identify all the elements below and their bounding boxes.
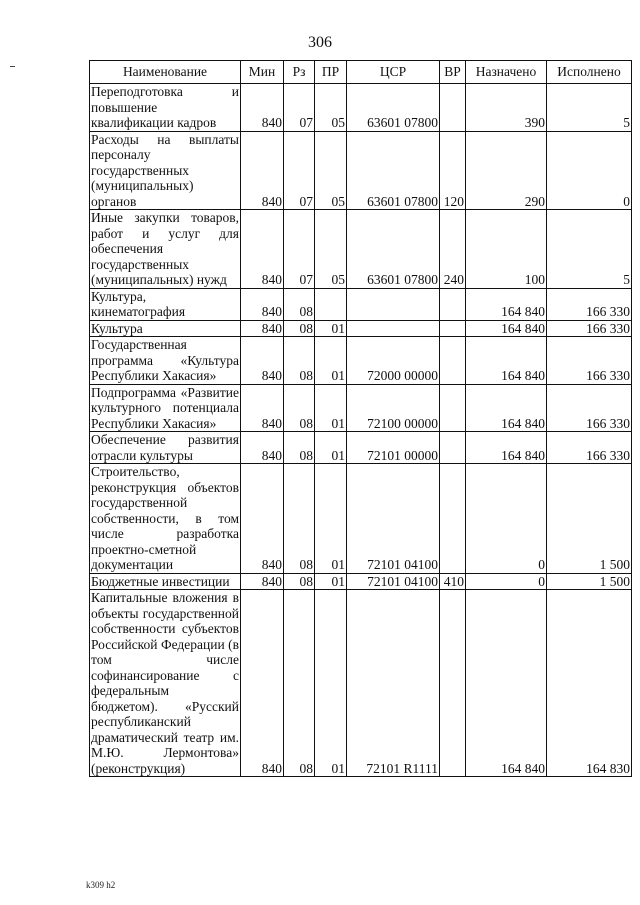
cell-assigned: 290 [466,131,547,210]
page-number: 306 [308,34,332,51]
cell-csr: 63601 07800 [347,84,440,132]
header-vr: ВР [440,61,466,84]
cell-executed: 166 330 [547,384,632,432]
table-row [90,464,632,574]
cell-pr: 05 [315,210,347,289]
cell-executed: 166 330 [547,337,632,385]
cell-rz: 07 [284,210,315,289]
cell-vr [440,432,466,464]
header-rz: Рз [284,61,315,84]
cell-rz: 08 [284,337,315,385]
cell-vr: 240 [440,210,466,289]
cell-assigned: 0 [466,464,547,574]
header-name: Наименование [90,61,241,84]
cell-rz: 07 [284,84,315,132]
cell-vr [440,320,466,337]
cell-executed: 5 [547,210,632,289]
cell-executed: 1 500 [547,464,632,574]
cell-csr [347,320,440,337]
cell-vr [440,84,466,132]
cell-vr [440,384,466,432]
cell-pr: 05 [315,84,347,132]
cell-name: Капитальные вложения в объекты государственной собственности субъектов Российской Федерации (в том числе софинансирование с федеральным бюджетом). «Русский республиканский драматический театр им. М.Ю. Лермонтова» (реконструкция) [91,590,239,776]
header-min: Мин [241,61,284,84]
scan-mark [10,66,15,67]
cell-min: 840 [241,337,284,385]
cell-assigned: 164 840 [466,432,547,464]
table-row [90,288,632,320]
table-row [90,384,632,432]
cell-csr [347,288,440,320]
cell-rz: 08 [284,573,315,590]
cell-executed: 166 330 [547,432,632,464]
cell-pr: 01 [315,337,347,385]
cell-name: Обеспечение развития отрасли культуры [91,432,239,463]
cell-rz: 08 [284,288,315,320]
cell-min: 840 [241,210,284,289]
cell-vr: 120 [440,131,466,210]
cell-pr: 01 [315,573,347,590]
cell-csr: 72101 R1111 [347,590,440,777]
cell-min: 840 [241,84,284,132]
cell-name: Расходы на выплаты персоналу государственных (муниципальных) органов [91,131,239,209]
table-row [90,131,632,210]
cell-executed: 5 [547,84,632,132]
cell-name: Подпрограмма «Развитие культурного потенциала Республики Хакасия» [91,384,239,431]
cell-vr [440,464,466,574]
cell-csr: 63601 07800 [347,131,440,210]
header-assigned: Назначено [466,61,547,84]
cell-csr: 63601 07800 [347,210,440,289]
footer-code: k309 h2 [86,880,116,890]
table-row [90,84,632,132]
cell-csr: 72101 00000 [347,432,440,464]
cell-name: Переподготовка и повышение квалификации кадров [91,84,239,130]
cell-min: 840 [241,320,284,337]
cell-pr: 01 [315,432,347,464]
cell-min: 840 [241,384,284,432]
cell-assigned: 164 840 [466,384,547,432]
cell-vr [440,288,466,320]
table-row [90,320,632,337]
cell-min: 840 [241,464,284,574]
cell-csr: 72100 00000 [347,384,440,432]
cell-rz: 08 [284,590,315,777]
cell-csr: 72000 00000 [347,337,440,385]
cell-min: 840 [241,590,284,777]
cell-name: Бюджетные инвестиции [90,573,241,590]
table-row [90,573,632,590]
cell-executed: 166 330 [547,320,632,337]
cell-csr: 72101 04100 [347,464,440,574]
cell-pr: 01 [315,464,347,574]
cell-pr: 01 [315,384,347,432]
cell-assigned: 164 840 [466,288,547,320]
cell-rz: 08 [284,432,315,464]
cell-executed: 166 330 [547,288,632,320]
cell-rz: 08 [284,320,315,337]
table-row [90,432,632,464]
budget-table [89,60,632,777]
cell-pr [315,288,347,320]
cell-name: Строительство, реконструкция объектов государственной собственности, в том числе разработка проектно-сметной документации [91,464,239,572]
header-row [90,61,632,84]
cell-assigned: 390 [466,84,547,132]
cell-min: 840 [241,288,284,320]
cell-assigned: 164 840 [466,337,547,385]
header-pr: ПР [315,61,347,84]
table-row [90,337,632,385]
table-row [90,590,632,777]
cell-assigned: 100 [466,210,547,289]
cell-pr: 01 [315,320,347,337]
table-body [90,84,632,777]
cell-name: Государственная программа «Культура Республики Хакасия» [91,337,239,383]
table-row [90,210,632,289]
cell-min: 840 [241,573,284,590]
cell-name: Иные закупки товаров, работ и услуг для обеспечения государственных (муниципальных) нужд [91,210,239,287]
cell-assigned: 164 840 [466,320,547,337]
cell-name: Культура [90,320,241,337]
cell-rz: 08 [284,464,315,574]
cell-rz: 08 [284,384,315,432]
cell-pr: 01 [315,590,347,777]
cell-min: 840 [241,432,284,464]
cell-executed: 164 830 [547,590,632,777]
cell-pr: 05 [315,131,347,210]
cell-min: 840 [241,131,284,210]
cell-vr [440,590,466,777]
cell-assigned: 164 840 [466,590,547,777]
cell-assigned: 0 [466,573,547,590]
cell-executed: 1 500 [547,573,632,590]
cell-rz: 07 [284,131,315,210]
cell-vr [440,337,466,385]
cell-executed: 0 [547,131,632,210]
cell-name: Культура, кинематография [90,288,241,320]
cell-vr: 410 [440,573,466,590]
cell-csr: 72101 04100 [347,573,440,590]
header-executed: Исполнено [547,61,632,84]
header-csr: ЦСР [347,61,440,84]
